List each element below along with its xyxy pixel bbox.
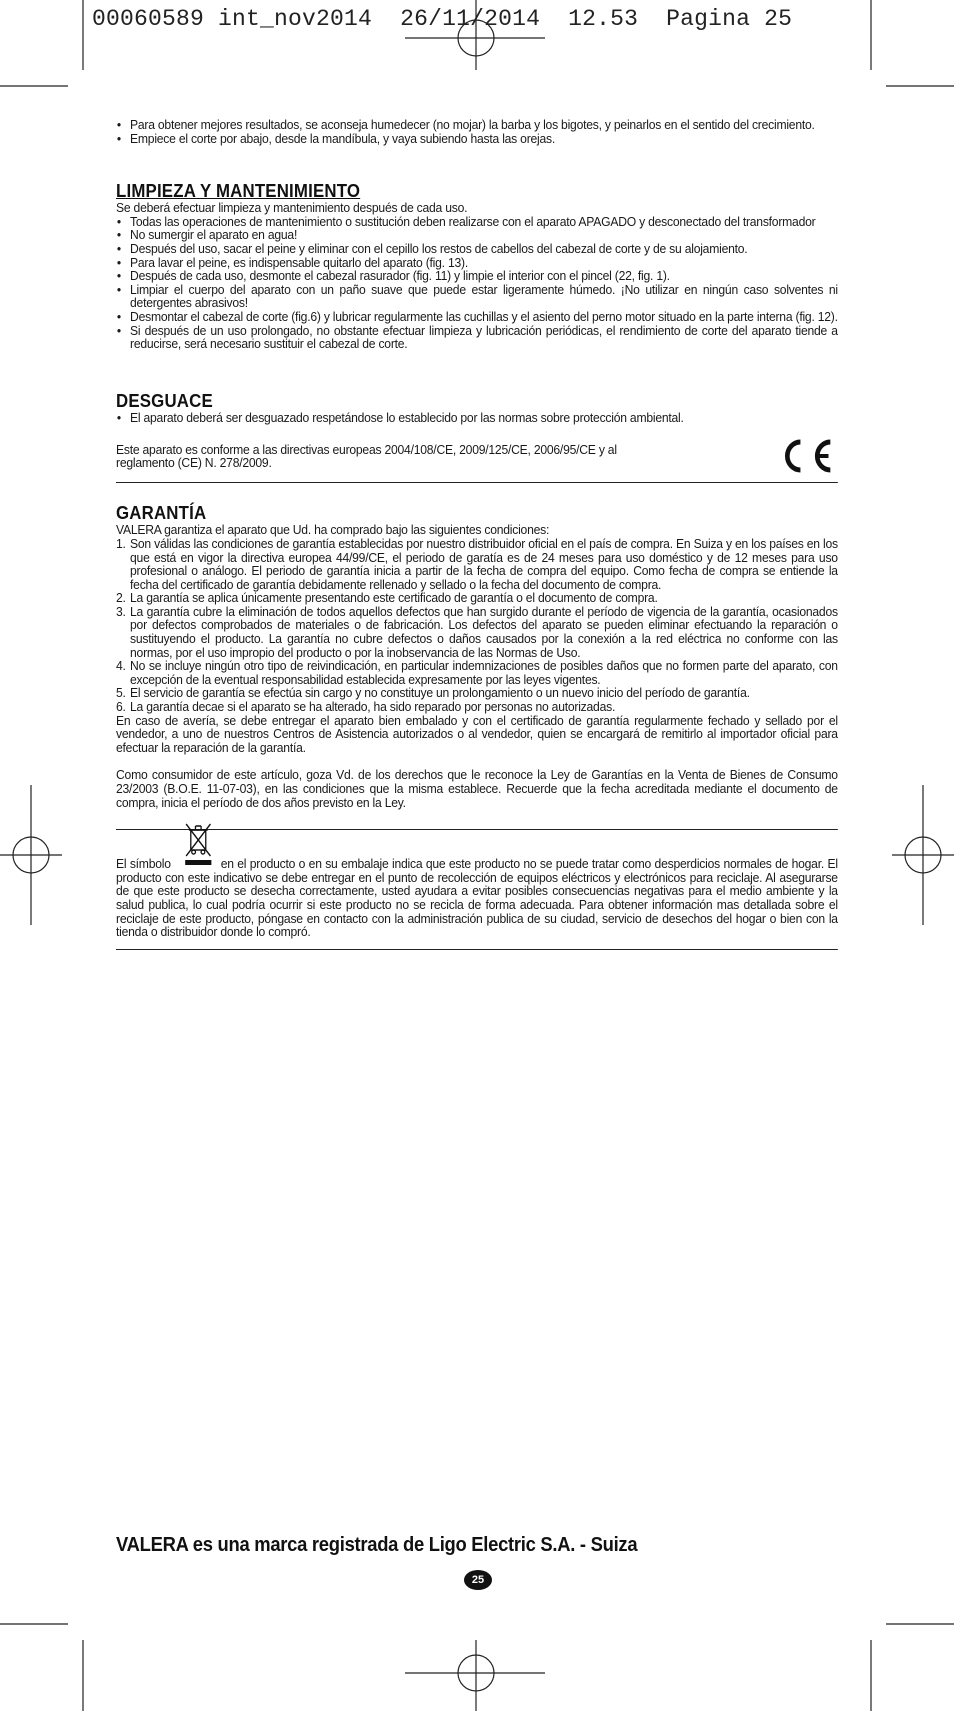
- list-item: • Empiece el corte por abajo, desde la mandíbula, y vaya subiendo hasta las orejas.: [116, 132, 838, 146]
- weee-prefix: El símbolo: [116, 856, 171, 872]
- list-item: 2. La garantía se aplica únicamente presentando este certificado de garantía o el documento de compra.: [116, 590, 658, 606]
- page-content: [116, 118, 838, 950]
- ce-mark-icon: [778, 436, 836, 476]
- list-item: 1. Son válidas las condiciones de garantía establecidas por nuestro distribuidor oficial en el país de compra. En Suiza y en los países en los que está en vigor la directiva europea 44/99/CE, el periodo de garatía es de 24 meses para uso doméstico y de 12 meses para uso profesional o análogo. El periodo de garantía inicia a partir de la fecha de compra del equipo. Como fecha de compra se entiende la fecha del certificado de garantía debidamente rellenado y sellado o la fecha del documento de compra.: [116, 535, 838, 592]
- conformity-block: [116, 436, 838, 476]
- limpieza-bullet-list: [116, 215, 838, 351]
- list-item: 3. La garantía cubre la eliminación de todos aquellos defectos que han surgido durante el período de vigencia de la garantía, ocasionados por defectos comprobados de materiales o de fabricación. Los defectos del aparato se pueden eliminar efectuando la reparación o sustituyendo el producto. La garantía no cubre defectos o daños causados por la conexión a la red eléctrica no conforme con las normas, por el uso impropio del producto o por la inobservancia de las Normas de Uso.: [116, 603, 838, 660]
- list-item: • Para lavar el peine, es indispensable quitarlo del aparato (fig. 13).: [116, 256, 838, 270]
- list-item: • Después del uso, sacar el peine y eliminar con el cepillo los restos de cabellos del cabezal de corte y de su alojamiento.: [116, 242, 838, 256]
- garantia-intro: VALERA garantiza el aparato que Ud. ha comprado bajo las siguientes condiciones:: [116, 522, 550, 538]
- weee-paragraph: [116, 854, 838, 939]
- list-item: • No sumergir el aparato en agua!: [116, 228, 838, 242]
- limpieza-intro: Se deberá efectuar limpieza y mantenimiento después de cada uso.: [116, 200, 468, 216]
- page-number-badge: 25: [464, 1570, 492, 1590]
- list-item: • Desmontar el cabezal de corte (fig.6) y lubricar regularmente las cuchillas y el asiento del perno motor situado en la parte interna (fig. 12).: [116, 310, 838, 324]
- crossed-out-wheelie-bin-icon: [174, 854, 217, 868]
- list-item: • Limpiar el cuerpo del aparato con un paño suave que puede estar ligeramente húmedo. ¡No utilizar en ningún caso solventes ni detergentes abrasivos!: [116, 283, 838, 310]
- weee-text: en el producto o en su embalaje indica que este producto no se puede tratar como desperdicios normales de hogar. El producto con este indicativo se debe entregar en el punto de recolección de equipos eléctricos y electrónicos para reciclaje. Al asegurarse de que este producto se desecha correctamente, usted ayudara a evitar posibles consecuencias negativas para el medio ambiente y la salud publica, lo cual podría ocurrir si este producto no se recicla de forma adecuada. Para obtener información mas detallada sobre el reciclaje de este producto, póngase en contacto con la administración publica de su ciudad, servicio de desechos del hogar o bien con la tienda o distribuidor donde lo compró.: [116, 856, 838, 940]
- list-item: • El aparato deberá ser desguazado respetándose lo establecido por las normas sobre protección ambiental.: [116, 411, 838, 425]
- list-item: • Si después de un uso prolongado, no obstante efectuar limpieza y lubricación periódicas, el rendimiento de corte del aparato tiende a reducirse, será necesario sustituir el cabezal de corte.: [116, 324, 838, 351]
- garantia-consumer-paragraph: Como consumidor de este artículo, goza Vd. de los derechos que le reconoce la Ley de Garantías en la Venta de Bienes de Consumo 23/2003 (B.O.E. 11-07-03), en las condiciones que la misma establece. Recuerde que la fecha acreditada mediante el documento de compra, inicia el período de dos años previsto en la Ley.: [116, 767, 838, 810]
- slug-code: 00060589 int_nov2014: [92, 6, 373, 32]
- slug-time: 12.53: [568, 6, 639, 32]
- list-item: • Después de cada uso, desmonte el cabezal rasurador (fig. 11) y limpie el interior con el pincel (22, fig. 1).: [116, 269, 838, 283]
- intro-bullet-list: [116, 118, 838, 145]
- conformity-text: Este aparato es conforme a las directivas europeas 2004/108/CE, 2009/125/CE, 2006/95/CE y al reglamento (CE) N. 278/2009.: [116, 441, 617, 471]
- list-item: • Para obtener mejores resultados, se aconseja humedecer (no mojar) la barba y los bigotes, y peinarlos en el sentido del crecimiento.: [116, 118, 838, 132]
- garantia-conditions-list: [116, 537, 838, 714]
- section-divider: [116, 949, 838, 950]
- list-item: 4. No se incluye ningún otro tipo de reivindicación, en particular indemnizaciones de posibles daños que no formen parte del aparato, con excepción de la eventual responsabilidad establecida expresamente por las leyes vigentes.: [116, 658, 838, 687]
- list-item: 5. El servicio de garantía se efectúa sin cargo y no constituye un prolongamiento o un nuevo inicio del período de garantía.: [116, 685, 750, 701]
- garantia-heading: GARANTÍA: [116, 503, 207, 524]
- list-item: • Todas las operaciones de mantenimiento o sustitución deben realizarse con el aparato APAGADO y desconectado del transformador: [116, 215, 838, 229]
- slug-date: 26/11/2014: [400, 6, 541, 32]
- slug-page-label: Pagina 25: [666, 6, 793, 32]
- limpieza-heading: LIMPIEZA Y MANTENIMIENTO: [116, 181, 361, 202]
- list-item: 6. La garantía decae si el aparato se ha alterado, ha sido reparado por personas no autorizadas.: [116, 699, 616, 715]
- garantia-repair-paragraph: En caso de avería, se debe entregar el aparato bien embalado y con el certificado de garantía regularmente fechado y sellado por el vendedor, a uno de nuestros Centros de Asistencia autorizados o al vendedor, quien se encargará de remitirlo al importador oficial para efectuar la reparación de la garantía.: [116, 712, 838, 755]
- desguace-bullet-list: [116, 411, 838, 425]
- brand-footer: VALERA es una marca registrada de Ligo Electric S.A. - Suiza: [116, 1534, 638, 1556]
- desguace-heading: DESGUACE: [116, 390, 213, 411]
